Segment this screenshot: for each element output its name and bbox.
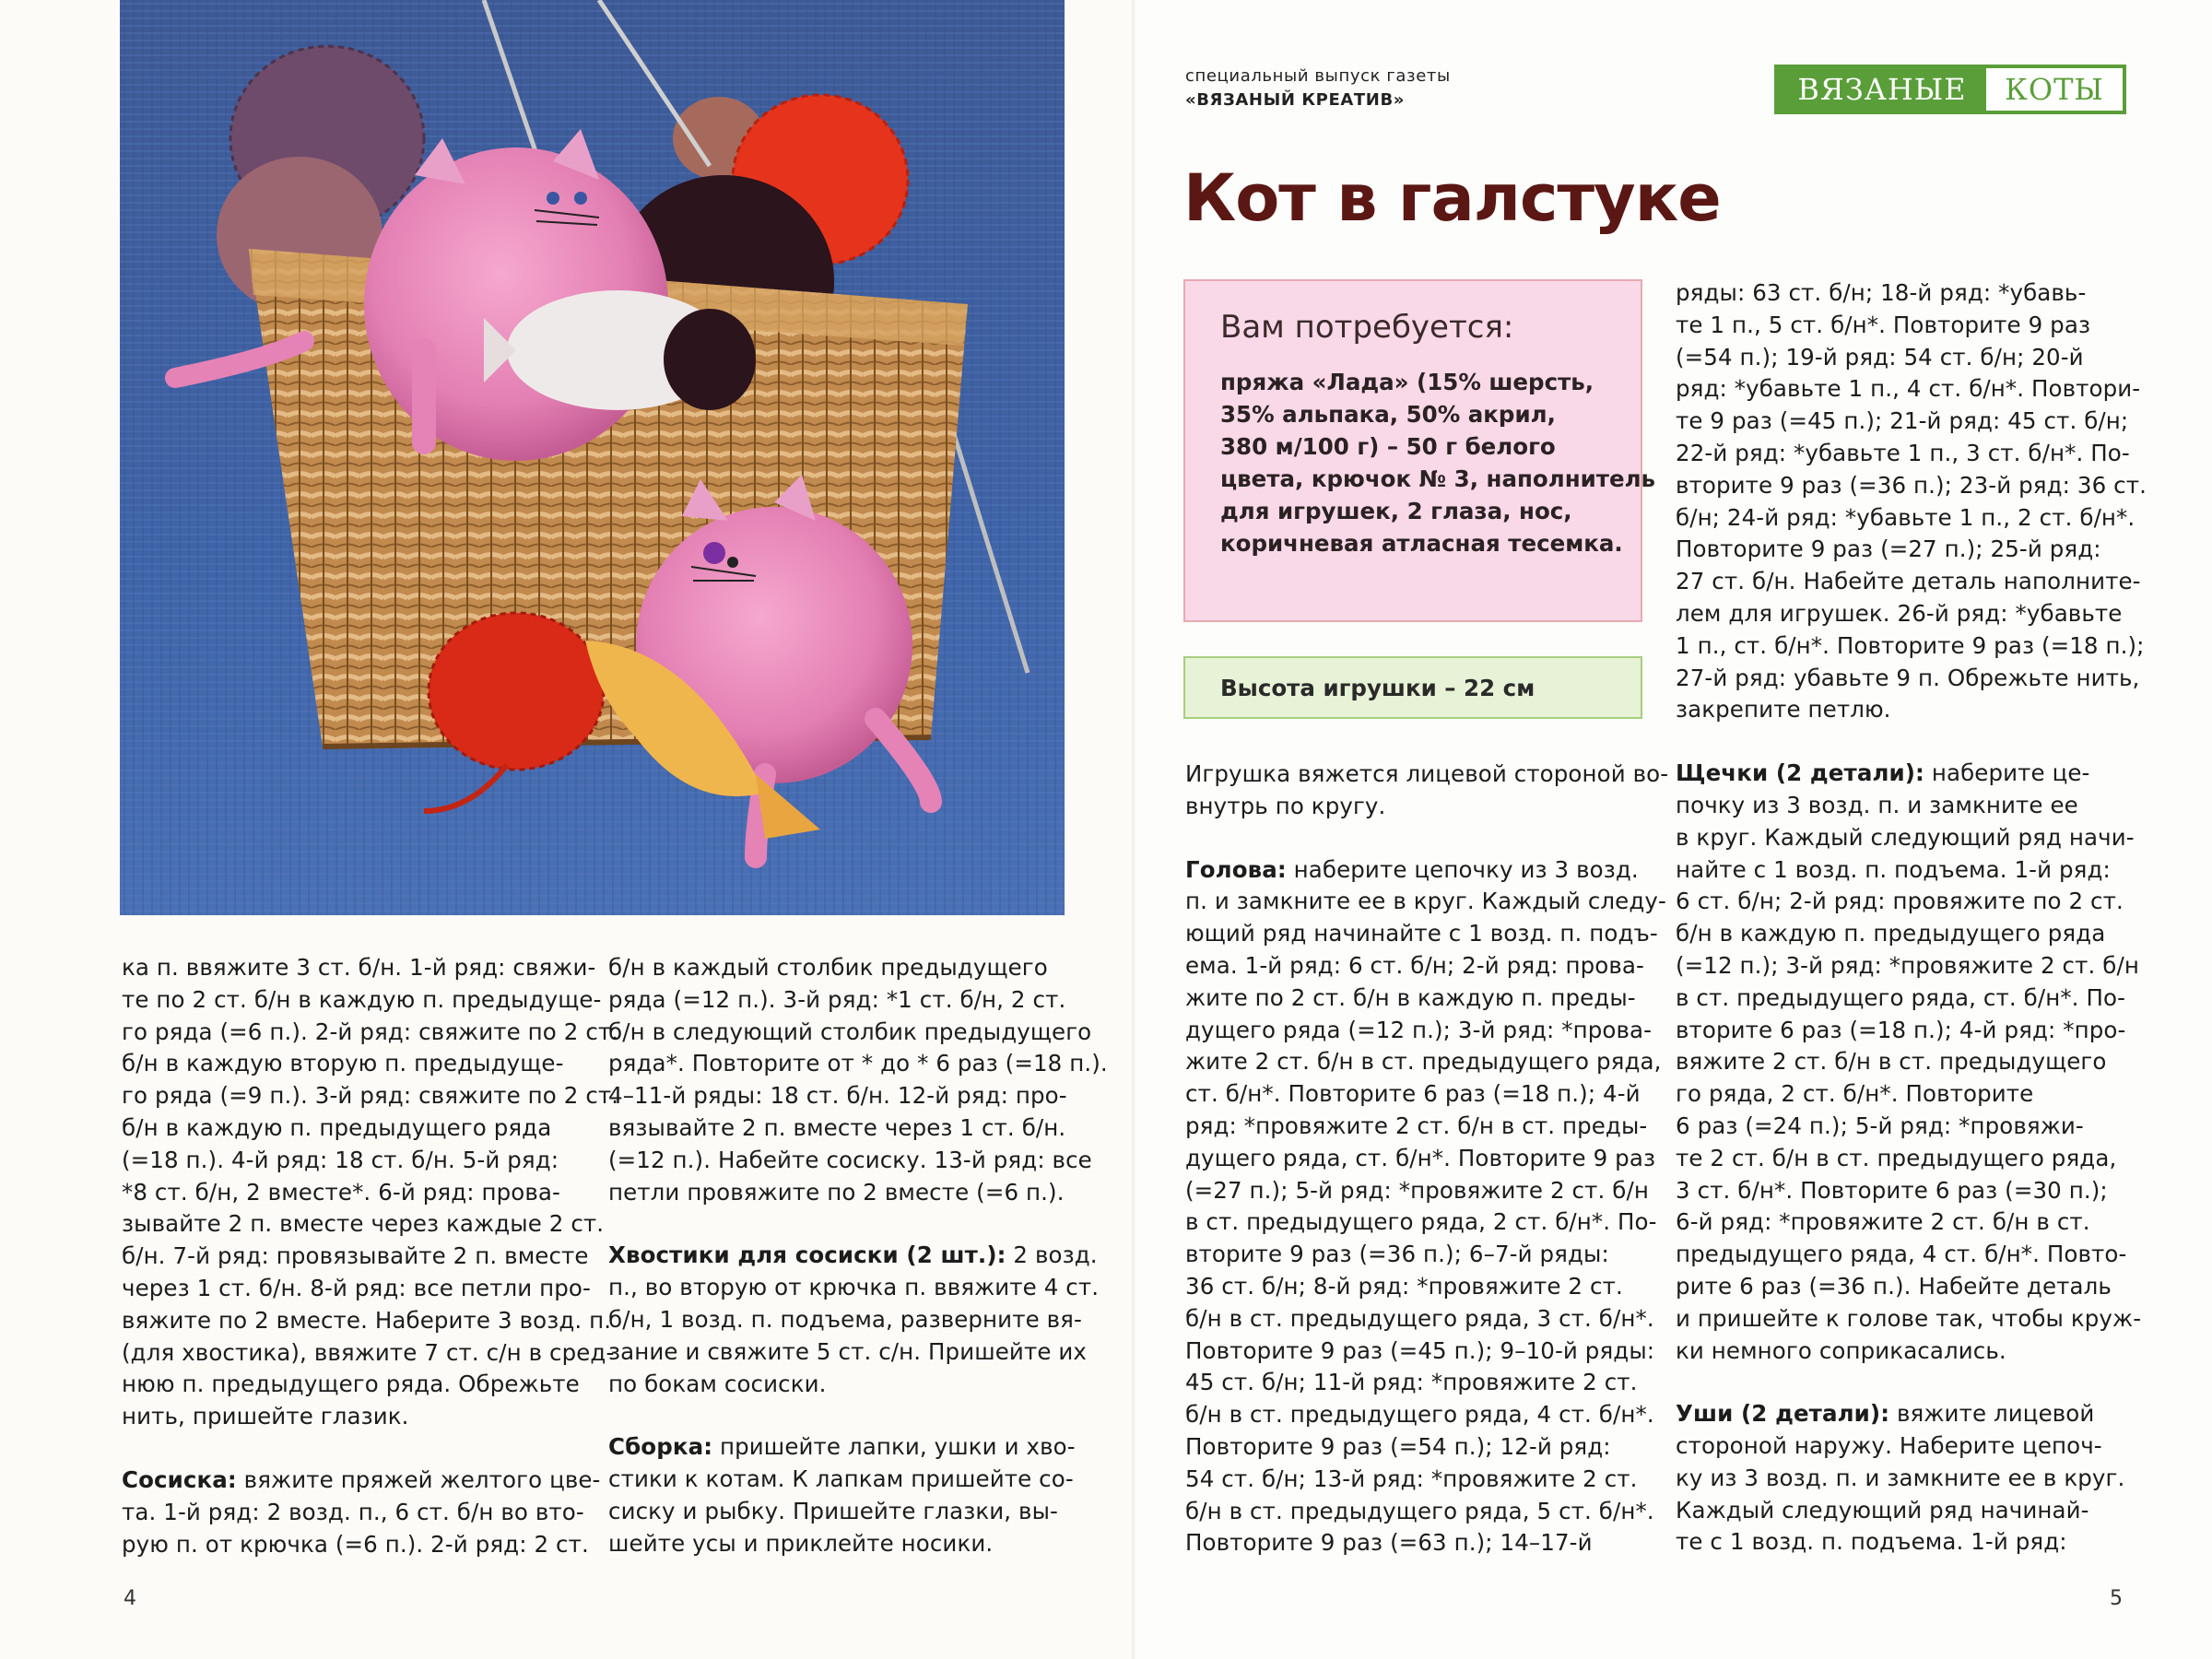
text-line: стики к котам. К лапкам пришейте со- <box>608 1465 1074 1493</box>
category-secondary: КОТЫ <box>2005 72 2104 107</box>
paragraph-1 <box>122 952 619 1433</box>
paragraph-intro <box>1185 759 1669 823</box>
text-line: 1 п., ст. б/н*. Повторите 9 раз (=18 п.); <box>1676 631 2145 659</box>
paragraph-head <box>1185 854 1665 1560</box>
text-line: (для хвостика), ввяжите 7 ст. с/н в сред- <box>122 1338 615 1366</box>
text-line: вторите 9 раз (=36 п.); 6–7-й ряды: <box>1185 1241 1609 1268</box>
text-line: 6-й ряд: *провяжите 2 ст. б/н в ст. <box>1676 1208 2090 1236</box>
text-line: (=12 п.); 3-й ряд: *провяжите 2 ст. б/н <box>1676 951 2139 979</box>
materials-heading: Вам потребуется: <box>1220 309 1514 346</box>
text-line: петли провяжите по 2 вместе (=6 п.). <box>608 1178 1065 1206</box>
text-line: 22-й ряд: *убавьте 1 п., 3 ст. б/н*. По- <box>1676 439 2130 466</box>
section-label-tails: Хвостики для сосиски (2 шт.): <box>608 1241 1006 1269</box>
paragraph-sausage <box>122 1465 601 1560</box>
text-line: ряда*. Повторите от * до * 6 раз (=18 п.). <box>608 1050 1108 1077</box>
text-line: ряд: *убавьте 1 п., 4 ст. б/н*. Повтори- <box>1676 375 2141 403</box>
text-line: вторите 6 раз (=18 п.); 4-й ряд: *про- <box>1676 1016 2126 1043</box>
text-line: внутрь по кругу. <box>1185 792 1386 819</box>
text-line: дущего ряда, ст. б/н*. Повторите 9 раз <box>1185 1144 1656 1171</box>
text-line: и пришейте к голове так, чтобы круж- <box>1676 1304 2142 1332</box>
materials-line: для игрушек, 2 глаза, нос, <box>1220 498 1572 524</box>
text-line: б/н в каждую п. предыдущего ряда <box>122 1113 552 1141</box>
materials-line: 380 м/100 г) – 50 г белого <box>1220 433 1556 460</box>
text-line: та. 1-й ряд: 2 возд. п., 6 ст. б/н во вто- <box>122 1498 584 1525</box>
text-line: вяжите 2 ст. б/н в ст. предыдущего <box>1676 1048 2107 1076</box>
text-line: п., во вторую от крючка п. ввяжите 4 ст. <box>608 1274 1100 1301</box>
series-line-1: специальный выпуск газеты <box>1185 66 1451 86</box>
text-line: 3 ст. б/н*. Повторите 6 раз (=30 п.); <box>1676 1176 2108 1204</box>
text-line: 2 возд. <box>1006 1241 1098 1269</box>
text-line: 27-й ряд: убавьте 9 п. Обрежьте нить, <box>1676 664 2140 691</box>
text-line: б/н в ст. предыдущего ряда, 5 ст. б/н*. <box>1185 1497 1654 1524</box>
text-line: 6 раз (=24 п.); 5-й ряд: *провяжи- <box>1676 1112 2084 1139</box>
text-line: жите 2 ст. б/н в ст. предыдущего ряда, <box>1185 1048 1662 1076</box>
text-line: б/н в каждый столбик предыдущего <box>608 954 1048 981</box>
paragraph-ears <box>1676 1398 2155 1559</box>
text-line: лем для игрушек. 26-й ряд: *убавьте <box>1676 599 2123 627</box>
column-4 <box>1676 277 2155 1559</box>
text-line: зание и свяжите 5 ст. с/н. Пришейте их <box>608 1337 1088 1365</box>
series-caption <box>1185 65 1451 112</box>
text-line: б/н в ст. предыдущего ряда, 3 ст. б/н*. <box>1185 1304 1654 1332</box>
text-line: вяжите пряжей желтого цве- <box>236 1465 601 1493</box>
text-line: наберите цепочку из 3 возд. <box>1286 855 1639 883</box>
text-line: те 9 раз (=45 п.); 21-й ряд: 45 ст. б/н; <box>1676 407 2129 435</box>
text-line: 4–11-й ряды: 18 ст. б/н. 12-й ряд: про- <box>608 1082 1067 1110</box>
text-line: 45 ст. б/н; 11-й ряд: *провяжите 2 ст. <box>1185 1369 1638 1396</box>
text-line: го ряда, 2 ст. б/н*. Повторите <box>1676 1080 2034 1108</box>
text-line: жите по 2 ст. б/н в каждую п. преды- <box>1185 983 1636 1011</box>
text-line: рите 6 раз (=36 п.). Набейте деталь <box>1676 1272 2112 1300</box>
text-line: (=54 п.); 19-й ряд: 54 ст. б/н; 20-й <box>1676 343 2084 371</box>
text-line: (=27 п.); 5-й ряд: *провяжите 2 ст. б/н <box>1185 1176 1649 1204</box>
text-line: те по 2 ст. б/н в каждую п. предыдуще- <box>122 985 602 1013</box>
text-line: б/н, 1 возд. п. подъема, разверните вя- <box>608 1305 1082 1333</box>
text-line: (=18 п.). 4-й ряд: 18 ст. б/н. 5-й ряд: <box>122 1146 559 1173</box>
text-line: ка п. ввяжите 3 ст. б/н. 1-й ряд: свяжи- <box>122 954 596 981</box>
text-line: Игрушка вяжется лицевой стороной во- <box>1185 760 1669 787</box>
text-line: нить, пришейте глазик. <box>122 1403 409 1430</box>
text-line: 54 ст. б/н; 13-й ряд: *провяжите 2 ст. <box>1185 1465 1638 1492</box>
text-line: пришейте лапки, ушки и хво- <box>712 1433 1076 1461</box>
text-line: шейте усы и приклейте носики. <box>608 1529 994 1557</box>
text-line: Повторите 9 раз (=63 п.); 14–17-й <box>1185 1529 1593 1557</box>
text-line: *8 ст. б/н, 2 вместе*. 6-й ряд: прова- <box>122 1178 560 1206</box>
text-line: в ст. предыдущего ряда, ст. б/н*. По- <box>1676 983 2126 1011</box>
text-line: стороной наружу. Наберите цепоч- <box>1676 1432 2102 1460</box>
column-2 <box>608 952 1108 1560</box>
text-line: (=12 п.). Набейте сосиску. 13-й ряд: все <box>608 1146 1092 1173</box>
text-line: Повторите 9 раз (=27 п.); 25-й ряд: <box>1676 535 2101 563</box>
text-line: те 1 п., 5 ст. б/н*. Повторите 9 раз <box>1676 311 2091 338</box>
text-line: рую п. от крючка (=6 п.). 2-й ряд: 2 ст. <box>122 1530 589 1558</box>
text-line: 6 ст. б/н; 2-й ряд: провяжите по 2 ст. <box>1676 888 2124 915</box>
text-line: закрепите петлю. <box>1676 696 1891 724</box>
text-line: ряда (=12 п.). 3-й ряд: *1 ст. б/н, 2 ст. <box>608 985 1066 1013</box>
materials-line: 35% альпака, 50% акрил, <box>1220 401 1556 428</box>
series-line-2: «ВЯЗАНЫЙ КРЕАТИВ» <box>1185 90 1405 110</box>
text-line: предыдущего ряда, 4 ст. б/н*. Повто- <box>1676 1241 2127 1268</box>
text-line: б/н в следующий столбик предыдущего <box>608 1018 1092 1045</box>
section-label-ears: Уши (2 детали): <box>1676 1400 1890 1428</box>
column-1 <box>122 952 619 1560</box>
text-line: по бокам сосиски. <box>608 1370 827 1397</box>
text-line: ема. 1-й ряд: 6 ст. б/н; 2-й ряд: прова- <box>1185 951 1644 979</box>
materials-line: пряжа «Лада» (15% шерсть, <box>1220 369 1594 395</box>
materials-list <box>1220 366 1656 559</box>
section-label-head: Голова: <box>1185 855 1287 883</box>
text-line: б/н в каждую вторую п. предыдуще- <box>122 1050 564 1077</box>
text-line: нюю п. предыдущего ряда. Обрежьте <box>122 1371 580 1398</box>
article-title: Кот в галстуке <box>1183 160 1721 236</box>
text-line: наберите це- <box>1924 759 2090 787</box>
text-line: в круг. Каждый следующий ряд начи- <box>1676 823 2135 851</box>
materials-box <box>1183 279 1656 622</box>
text-line: ряды: 63 ст. б/н; 18-й ряд: *убавь- <box>1676 279 2087 306</box>
text-line: Повторите 9 раз (=54 п.); 12-й ряд: <box>1185 1432 1611 1460</box>
text-line: го ряда (=9 п.). 3-й ряд: свяжите по 2 ст. <box>122 1082 619 1110</box>
text-line: Повторите 9 раз (=45 п.); 9–10-й ряды: <box>1185 1336 1655 1364</box>
text-line: 36 ст. б/н; 8-й ряд: *провяжите 2 ст. <box>1185 1272 1623 1300</box>
text-line: найте с 1 возд. п. подъема. 1-й ряд: <box>1676 855 2111 883</box>
paragraph-cheeks <box>1676 758 2155 1367</box>
text-line: б/н в каждую п. предыдущего ряда <box>1676 920 2106 947</box>
paragraph-1 <box>1676 277 2155 726</box>
text-line: п. и замкните ее в круг. Каждый следу- <box>1185 888 1666 915</box>
category-primary: ВЯЗАНЫЕ <box>1778 68 1986 111</box>
text-line: те с 1 возд. п. подъема. 1-й ряд: <box>1676 1528 2067 1556</box>
text-line: вязывайте 2 п. вместе через 1 ст. б/н. <box>608 1113 1066 1141</box>
category-tag <box>1774 65 2126 114</box>
text-line: вяжите по 2 вместе. Наберите 3 возд. п. <box>122 1306 612 1334</box>
section-label-cheeks: Щечки (2 детали): <box>1676 759 1924 787</box>
photo-crocheted-cats <box>120 0 1065 915</box>
paragraph-1 <box>608 952 1108 1208</box>
height-note: Высота игрушки – 22 см <box>1220 675 1535 701</box>
text-line: ки немного соприкасались. <box>1676 1336 2006 1364</box>
height-box <box>1183 656 1642 719</box>
text-line: в ст. предыдущего ряда, 2 ст. б/н*. По- <box>1185 1208 1657 1236</box>
paragraph-tails <box>608 1240 1100 1400</box>
page-number-right: 5 <box>2110 1587 2123 1610</box>
text-line: зывайте 2 п. вместе через каждые 2 ст. <box>122 1210 605 1238</box>
text-line: ку из 3 возд. п. и замкните ее в круг. <box>1676 1464 2125 1491</box>
paragraph-assembly <box>608 1431 1088 1559</box>
text-line: ющий ряд начинайте с 1 возд. п. подъ- <box>1185 920 1658 947</box>
text-line: через 1 ст. б/н. 8-й ряд: все петли про- <box>122 1274 591 1301</box>
text-line: те 2 ст. б/н в ст. предыдущего ряда, <box>1676 1144 2117 1171</box>
text-line: почку из 3 возд. п. и замкните ее <box>1676 791 2078 818</box>
section-label-sausage: Сосиска: <box>122 1465 237 1493</box>
text-line: б/н; 24-й ряд: *убавьте 1 п., 2 ст. б/н*. <box>1676 503 2136 531</box>
text-line: ряд: *провяжите 2 ст. б/н в ст. преды- <box>1185 1112 1648 1139</box>
text-line: сиску и рыбку. Пришейте глазки, вы- <box>608 1497 1058 1524</box>
text-line: го ряда (=6 п.). 2-й ряд: свяжите по 2 ст. <box>122 1018 619 1045</box>
text-line: ст. б/н*. Повторите 6 раз (=18 п.); 4-й <box>1185 1080 1641 1108</box>
text-line: б/н в ст. предыдущего ряда, 4 ст. б/н*. <box>1185 1401 1654 1429</box>
text-line: Каждый следующий ряд начинай- <box>1676 1496 2089 1524</box>
page-number-left: 4 <box>124 1587 136 1610</box>
text-line: вторите 9 раз (=36 п.); 23-й ряд: 36 ст. <box>1676 471 2147 499</box>
text-line: б/н. 7-й ряд: провязывайте 2 п. вместе <box>122 1242 589 1270</box>
text-line: вяжите лицевой <box>1889 1400 2095 1428</box>
text-line: дущего ряда (=12 п.); 3-й ряд: *прова- <box>1185 1016 1653 1043</box>
materials-line: цвета, крючок № 3, наполнитель <box>1220 465 1656 492</box>
section-label-assembly: Сборка: <box>608 1433 713 1461</box>
materials-line: коричневая атласная тесемка. <box>1220 530 1623 557</box>
column-3 <box>1185 759 1669 1559</box>
text-line: 27 ст. б/н. Набейте деталь наполните- <box>1676 568 2141 595</box>
